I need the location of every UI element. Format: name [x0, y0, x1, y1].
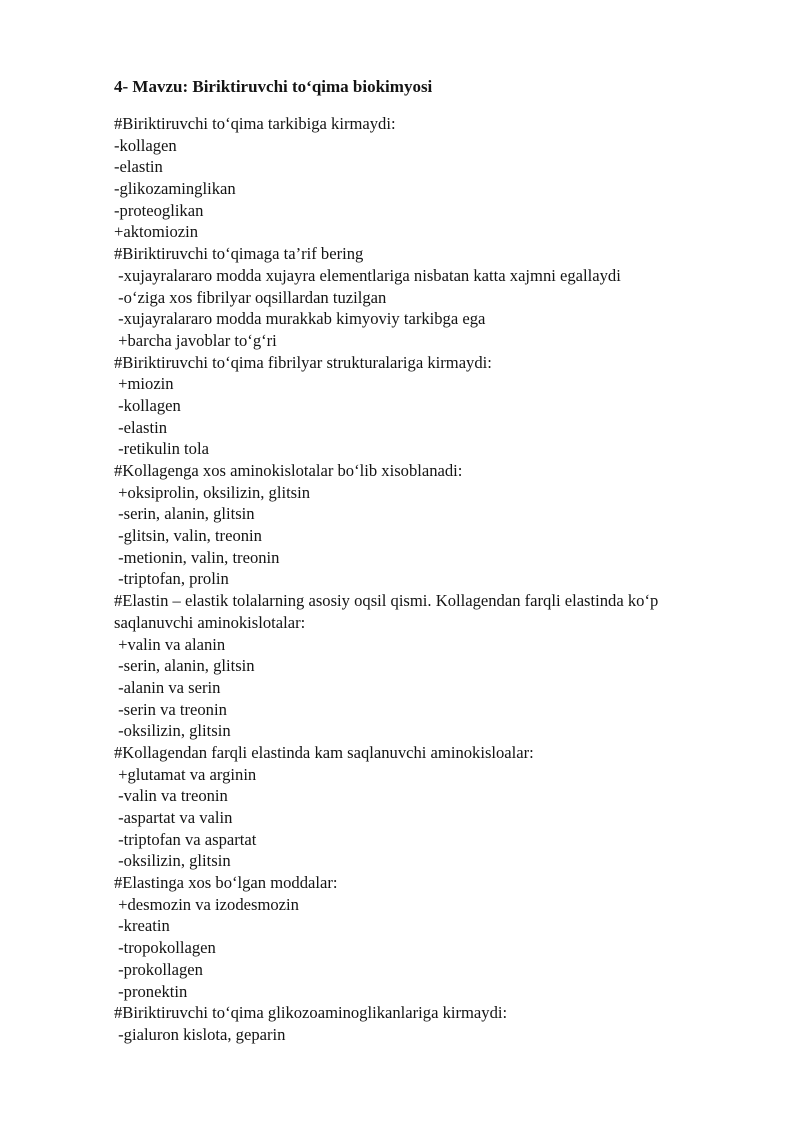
answer-line: -metionin, valin, treonin	[114, 547, 280, 567]
question-line: #Biriktiruvchi to‘qima glikozoaminoglikanlariga kirmaydi:	[114, 1003, 508, 1023]
question-line: #Biriktiruvchi to‘qimaga ta’rif bering	[114, 244, 364, 264]
answer-line: -elastin	[114, 417, 167, 437]
answer-line: -xujayralararo modda xujayra elementlariga nisbatan katta xajmni egallaydi	[114, 265, 621, 285]
correct-answer-line: +glutamat va arginin	[114, 764, 257, 784]
answer-line: -kollagen	[114, 395, 181, 415]
answer-line: -triptofan, prolin	[114, 569, 229, 589]
correct-answer-line: +desmozin va izodesmozin	[114, 894, 299, 914]
answer-line: -aspartat va valin	[114, 808, 233, 827]
correct-answer-line: +oksiprolin, oksilizin, glitsin	[114, 482, 311, 502]
answer-line: -prokollagen	[114, 959, 203, 979]
answer-line: -gialuron kislota, geparin	[114, 1024, 286, 1044]
answer-line: -serin, alanin, glitsin	[114, 504, 255, 524]
answer-line: -valin va treonin	[114, 786, 228, 806]
answer-line: -glitsin, valin, treonin	[114, 526, 262, 546]
correct-answer-line: +aktomiozin	[114, 222, 199, 242]
answer-line: -o‘ziga xos fibrilyar oqsillardan tuzilgan	[114, 287, 387, 307]
answer-line: -alanin va serin	[114, 677, 221, 697]
answer-line: -serin va treonin	[114, 699, 227, 719]
question-line: #Kollagendan farqli elastinda kam saqlanuvchi aminokisloalar:	[114, 742, 534, 762]
answer-line: -serin, alanin, glitsin	[114, 656, 255, 676]
answer-line: -proteoglikan	[114, 200, 204, 220]
answer-line: -oksilizin, glitsin	[114, 851, 231, 871]
question-line: #Biriktiruvchi to‘qima tarkibiga kirmaydi:	[114, 114, 396, 133]
document-body	[114, 113, 754, 1046]
answer-line: -xujayralararo modda murakkab kimyoviy tarkibga ega	[114, 309, 486, 329]
question-line: #Kollagenga xos aminokislotalar bo‘lib xisoblanadi:	[114, 461, 463, 480]
question-line: #Biriktiruvchi to‘qima fibrilyar strukturalariga kirmaydi:	[114, 352, 492, 372]
answer-line: -tropokollagen	[114, 938, 216, 958]
page-title: 4- Mavzu: Biriktiruvchi to‘qima biokimyosi	[114, 77, 433, 96]
question-line: #Elastinga xos bo‘lgan moddalar:	[114, 873, 338, 893]
answer-line: -oksilizin, glitsin	[114, 721, 231, 741]
answer-line: -elastin	[114, 157, 163, 177]
answer-line: -retikulin tola	[114, 439, 209, 459]
correct-answer-line: +barcha javoblar to‘g‘ri	[114, 330, 277, 350]
answer-line: -triptofan va aspartat	[114, 829, 257, 849]
answer-line: -kollagen	[114, 135, 177, 155]
answer-line: -glikozaminglikan	[114, 179, 236, 199]
question-continuation-line: saqlanuvchi aminokislotalar:	[114, 612, 306, 632]
answer-line: -kreatin	[114, 916, 170, 936]
correct-answer-line: +valin va alanin	[114, 634, 226, 654]
question-line: #Elastin – elastik tolalarning asosiy oqsil qismi. Kollagendan farqli elastinda ko‘p	[114, 591, 659, 611]
correct-answer-line: +miozin	[114, 374, 174, 394]
answer-line: -pronektin	[114, 981, 188, 1001]
